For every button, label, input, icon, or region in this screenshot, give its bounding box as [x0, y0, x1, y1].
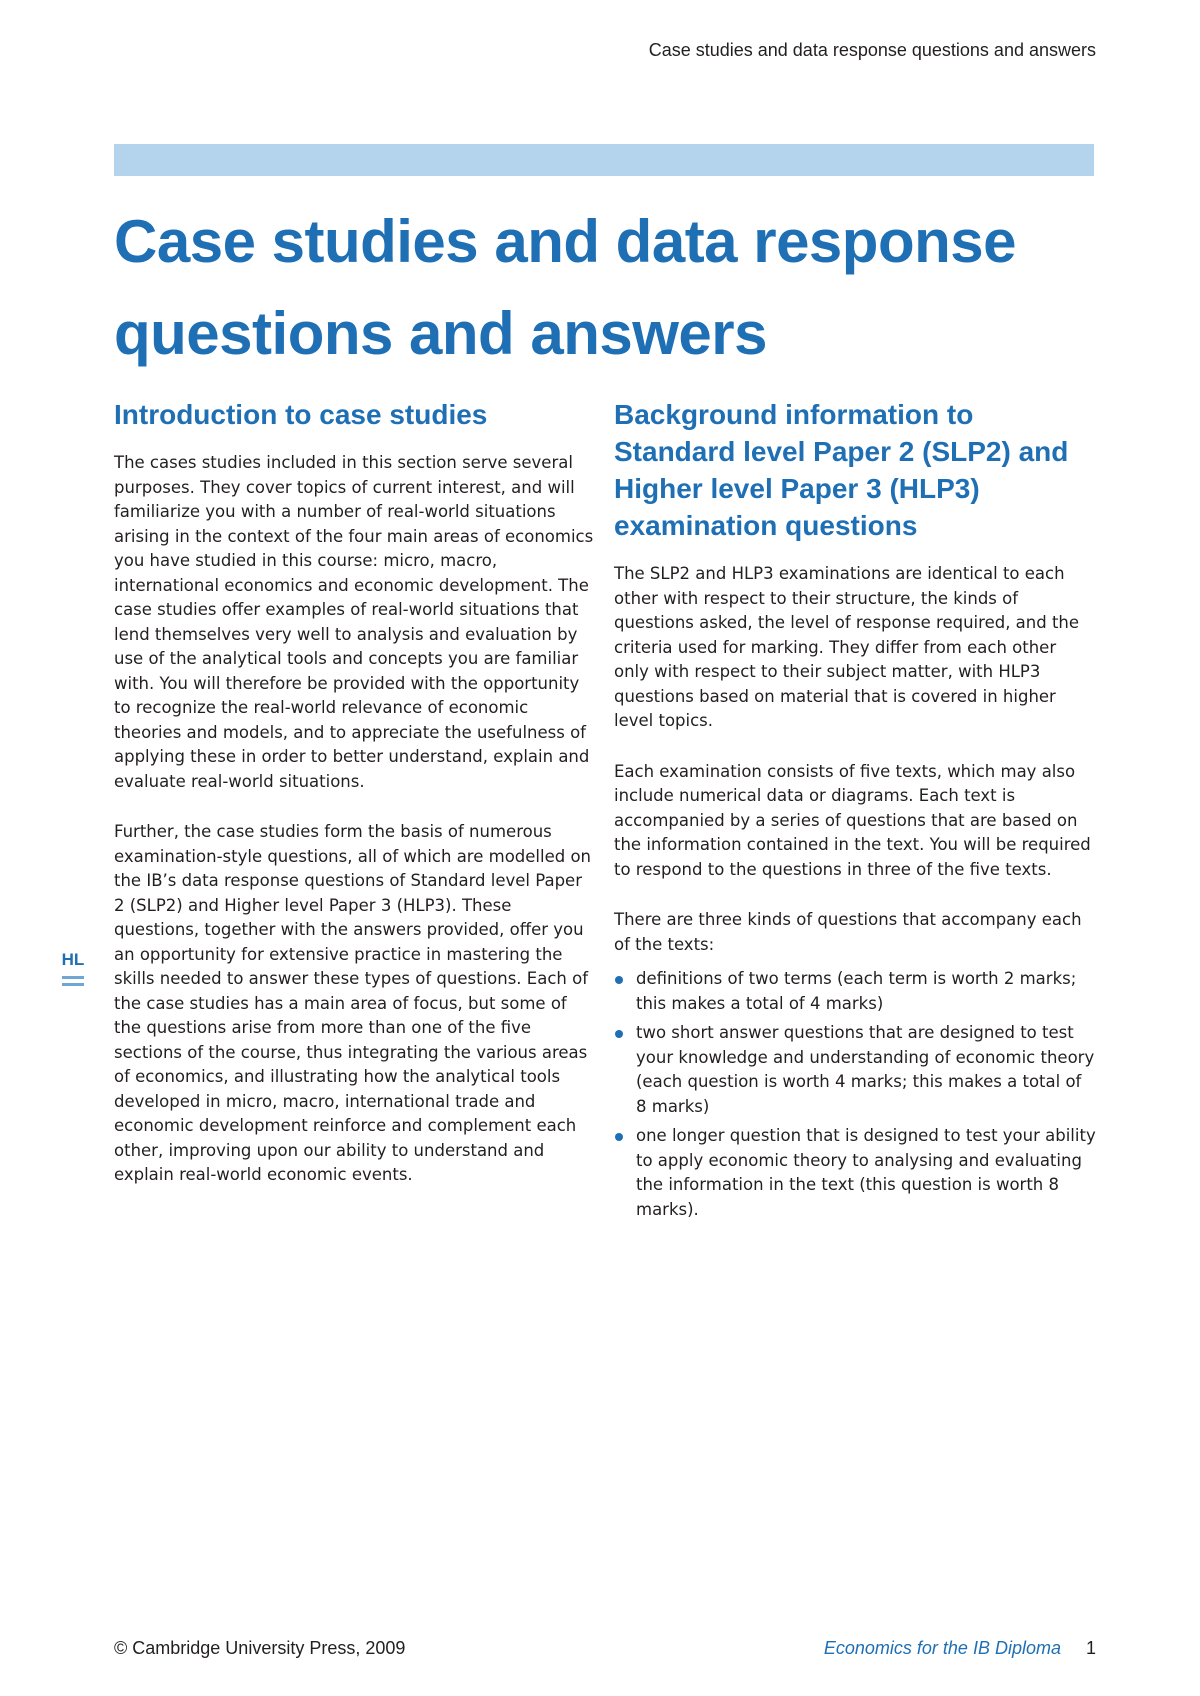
- hl-margin-marker: [60, 950, 86, 990]
- paragraph: Each examination consists of five texts, which may also include numerical data or diagrams. Each text is accompanied by a series of questions that are based on the information contained in the text. You will be required to respond to the questions in three of the five texts.: [614, 761, 1091, 879]
- right-column: [614, 396, 1096, 1227]
- question-types-list: [614, 967, 1096, 1222]
- page-number: 1: [1085, 1638, 1096, 1658]
- bullet-icon: [615, 976, 623, 984]
- paragraph: The SLP2 and HLP3 examinations are identical to each other with respect to their structure, the kinds of questions asked, the level of response required, and the criteria used for marking. They differ from each other only with respect to their subject matter, with HLP3 questions based on material that is covered in higher level topics.: [614, 564, 1080, 730]
- list-item-text: two short answer questions that are designed to test your knowledge and understanding of economic theory (each question is worth 4 marks; this makes a total of 8 marks): [636, 1023, 1095, 1116]
- list-item-text: one longer question that is designed to test your ability to apply economic theory to analysing and evaluating the information in the text (this question is worth 8 marks).: [636, 1126, 1096, 1219]
- hl-lines-icon: [60, 976, 86, 986]
- title-band: [114, 144, 1094, 176]
- paragraph: There are three kinds of questions that accompany each of the texts:: [614, 910, 1082, 954]
- footer-copyright: © Cambridge University Press, 2009: [114, 1638, 406, 1658]
- footer-book-title: Economics for the IB Diploma: [823, 1638, 1061, 1658]
- bullet-icon: [615, 1133, 623, 1141]
- footer-right: [824, 1638, 1096, 1659]
- page-title: Case studies and data response questions and answers: [114, 208, 1016, 367]
- hl-label: HL: [61, 950, 85, 969]
- left-column: [114, 396, 594, 1214]
- list-item: [614, 1021, 1096, 1119]
- list-item: [614, 967, 1096, 1016]
- paragraph: The cases studies included in this section serve several purposes. They cover topics of current interest, and will familiarize you with a number of real-world situations arising in the context of the four main areas of economics you have studied in this course: micro, macro, international economics and economic development. The case studies offer examples of real-world situations that lend themselves very well to analysis and evaluation by use of the analytical tools and concepts you are familiar with. You will therefore be provided with the opportunity to recognize the real-world relevance of economic theories and models, and to appreciate the usefulness of applying these in order to better understand, explain and evaluate real-world situations.: [114, 453, 594, 791]
- list-item: [614, 1124, 1096, 1222]
- section-heading-introduction: Introduction to case studies: [114, 399, 488, 430]
- section-heading-background: Background information to Standard level Paper 2 (SLP2) and Higher level Paper 3 (HLP3) examination questions: [614, 399, 1069, 541]
- list-item-text: definitions of two terms (each term is worth 2 marks; this makes a total of 4 marks): [636, 969, 1077, 1013]
- bullet-icon: [615, 1030, 623, 1038]
- running-head: Case studies and data response questions and answers: [648, 40, 1096, 60]
- paragraph: Further, the case studies form the basis of numerous examination-style questions, all of which are modelled on the IB’s data response questions of Standard level Paper 2 (SLP2) and Higher level Paper 3 (HLP3). These questions, together with the answers provided, offer you an opportunity for extensive practice in mastering the skills needed to answer these types of questions. Each of the case studies has a main area of focus, but some of the questions arise from more than one of the five sections of the course, thus integrating the various areas of economics, and illustrating how the analytical tools developed in micro, macro, international trade and economic development reinforce and complement each other, improving upon our ability to understand and explain real-world economic events.: [114, 822, 592, 1184]
